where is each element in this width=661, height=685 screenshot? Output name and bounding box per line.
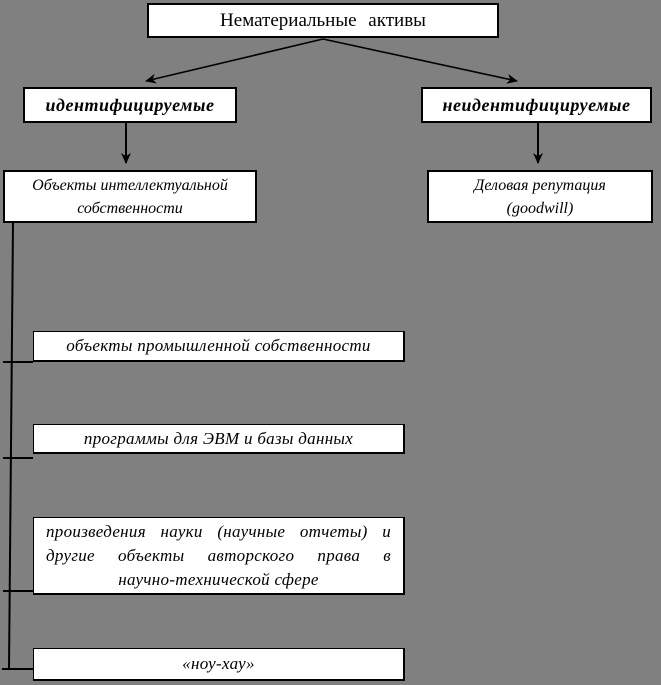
leaf-scientific-works-line2: другие объекты авторского права в (46, 545, 391, 565)
node-root-label: Нематериальные активы (220, 9, 426, 31)
node-identifiable-label: идентифицируемые (45, 94, 215, 115)
node-intellectual-property-line1: Объекты интеллектуальной (32, 176, 228, 194)
node-goodwill-line2: (goodwill) (506, 199, 574, 217)
leaf-industrial-property (33, 331, 405, 362)
node-identifiable (23, 87, 237, 123)
left-rail (9, 223, 13, 669)
node-intellectual-property (3, 170, 257, 223)
leaf-know-how-label: «ноу-хау» (182, 654, 255, 674)
node-goodwill (427, 170, 653, 223)
leaf-software-databases (33, 424, 405, 454)
leaf-scientific-works-line3: научно-технической сфере (118, 569, 319, 589)
node-non-identifiable (421, 87, 652, 123)
leaf-scientific-works (33, 517, 405, 595)
node-non-identifiable-label: неидентифицируемые (442, 94, 631, 115)
node-goodwill-line1: Деловая репутация (474, 176, 606, 194)
leaf-industrial-property-label: объекты промышленной собственности (66, 336, 371, 356)
leaf-software-databases-label: программы для ЭВМ и базы данных (83, 428, 354, 448)
node-root (147, 3, 499, 38)
arrow-root-to-left-branch (146, 39, 323, 81)
arrow-root-to-right-branch (323, 39, 517, 81)
leaf-know-how (33, 648, 405, 681)
node-intellectual-property-line2: собственности (77, 199, 183, 217)
leaf-scientific-works-line1: произведения науки (научные отчеты) и (46, 521, 391, 541)
